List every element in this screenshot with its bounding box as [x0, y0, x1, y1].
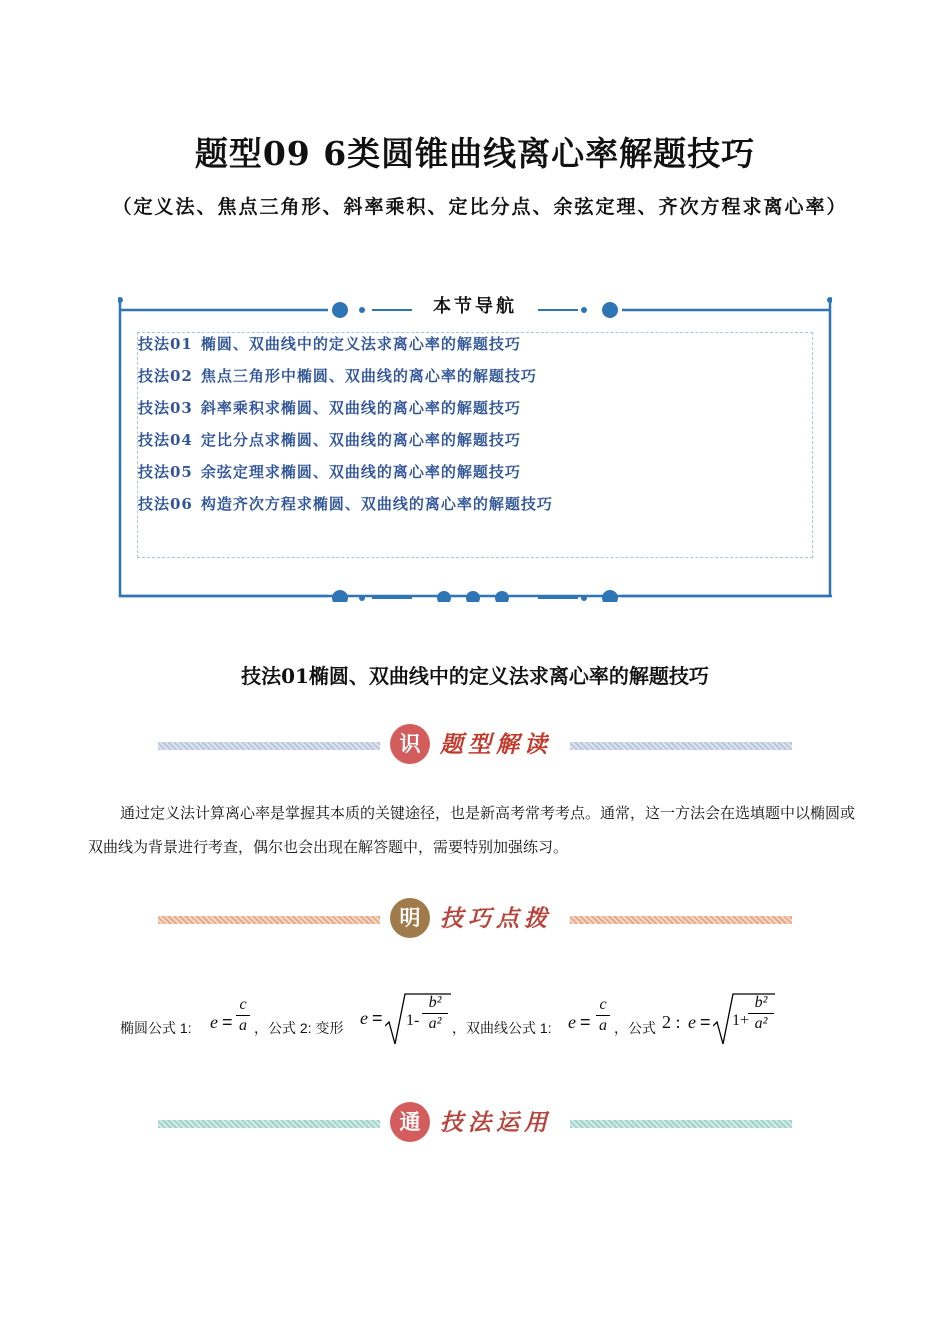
one-minus: 1- — [406, 1012, 420, 1029]
fraction-bar — [748, 1013, 774, 1014]
banner-bar-left — [158, 742, 380, 750]
denominator: a — [599, 1017, 607, 1034]
badge-ming-icon: 明 — [390, 898, 430, 938]
nav-item-05[interactable] — [138, 461, 553, 493]
numerator: b² — [428, 994, 442, 1011]
denominator: a² — [754, 1015, 768, 1032]
banner-application — [158, 1100, 792, 1150]
nav-item-number: 技法05 — [138, 463, 193, 481]
nav-title: 本节导航 — [433, 296, 517, 317]
nav-item-01[interactable] — [138, 333, 553, 365]
nav-item-number: 技法04 — [138, 431, 193, 449]
nav-item-label: 余弦定理求椭圆、双曲线的离心率的解题技巧 — [200, 463, 521, 481]
nav-item-label: 焦点三角形中椭圆、双曲线的离心率的解题技巧 — [200, 367, 537, 385]
badge-tong-icon: 通 — [390, 1102, 430, 1142]
fraction-bar — [422, 1013, 448, 1014]
numerator: b² — [754, 994, 768, 1011]
separator-text: ，公式 — [614, 1020, 656, 1036]
banner-bar-right — [570, 742, 792, 750]
fraction-c-over-a — [596, 996, 610, 1035]
fraction-c-over-a — [236, 996, 250, 1035]
banner-bar-left — [158, 1120, 380, 1128]
nav-item-06[interactable] — [138, 493, 553, 525]
numerator: c — [239, 996, 247, 1013]
banner-label: 题型解读 — [440, 731, 552, 758]
separator-text: ，双曲线公式 1: — [452, 1020, 552, 1036]
separator-text: ，公式 2: 变形 — [254, 1020, 344, 1036]
nav-item-02[interactable] — [138, 365, 553, 397]
formula-line — [120, 990, 840, 1050]
banner-interpretation — [158, 722, 792, 772]
banner-label: 技法运用 — [440, 1109, 552, 1136]
banner-tips — [158, 896, 792, 946]
page-subtitle: （定义法、焦点三角形、斜率乘积、定比分点、余弦定理、齐次方程求离心率） — [112, 196, 848, 218]
nav-item-label: 定比分点求椭圆、双曲线的离心率的解题技巧 — [200, 431, 521, 449]
formula-eq: = — [700, 1012, 711, 1032]
formula-e: e — [210, 1012, 218, 1032]
formula-e: e — [568, 1012, 576, 1032]
badge-shi-icon: 识 — [390, 724, 430, 764]
fraction-b2-over-a2 — [748, 994, 774, 1033]
denominator: a — [239, 1017, 247, 1034]
denominator: a² — [428, 1015, 442, 1032]
formula-eq: = — [222, 1012, 233, 1032]
formula-eq: = — [580, 1012, 591, 1032]
fraction-bar — [236, 1015, 250, 1016]
formula-eq: = — [372, 1008, 383, 1028]
nav-item-03[interactable] — [138, 397, 553, 429]
numerator: c — [599, 996, 607, 1013]
nav-item-number: 技法02 — [138, 367, 193, 385]
nav-item-number: 技法01 — [138, 335, 193, 353]
intro-paragraph: 通过定义法计算离心率是掌握其本质的关键途径，也是新高考常考考点。通常，这一方法会在选填题中以椭圆或双曲线为背景进行考查，偶尔也会出现在解答题中，需要特别加强练习。 — [88, 804, 856, 856]
ellipse-formula-1-label: 椭圆公式 1: — [120, 1020, 192, 1036]
nav-item-label: 构造齐次方程求椭圆、双曲线的离心率的解题技巧 — [200, 495, 553, 513]
formula-e: e — [688, 1012, 696, 1032]
banner-bar-left — [158, 916, 380, 924]
banner-label: 技巧点拨 — [440, 905, 552, 932]
banner-bar-right — [570, 916, 792, 924]
formula-2-prefix: 2 : — [662, 1012, 681, 1032]
section-title: 技法01椭圆、双曲线中的定义法求离心率的解题技巧 — [241, 664, 709, 688]
banner-bar-right — [570, 1120, 792, 1128]
nav-list — [138, 333, 553, 525]
nav-item-number: 技法06 — [138, 495, 193, 513]
nav-item-number: 技法03 — [138, 399, 193, 417]
nav-item-label: 斜率乘积求椭圆、双曲线的离心率的解题技巧 — [200, 399, 521, 417]
page-title: 题型09 6类圆锥曲线离心率解题技巧 — [194, 134, 756, 173]
nav-item-label: 椭圆、双曲线中的定义法求离心率的解题技巧 — [200, 335, 521, 353]
formula-e: e — [360, 1008, 368, 1028]
fraction-b2-over-a2 — [422, 994, 448, 1033]
fraction-bar — [596, 1015, 610, 1016]
one-plus: 1+ — [732, 1012, 750, 1029]
nav-item-04[interactable] — [138, 429, 553, 461]
